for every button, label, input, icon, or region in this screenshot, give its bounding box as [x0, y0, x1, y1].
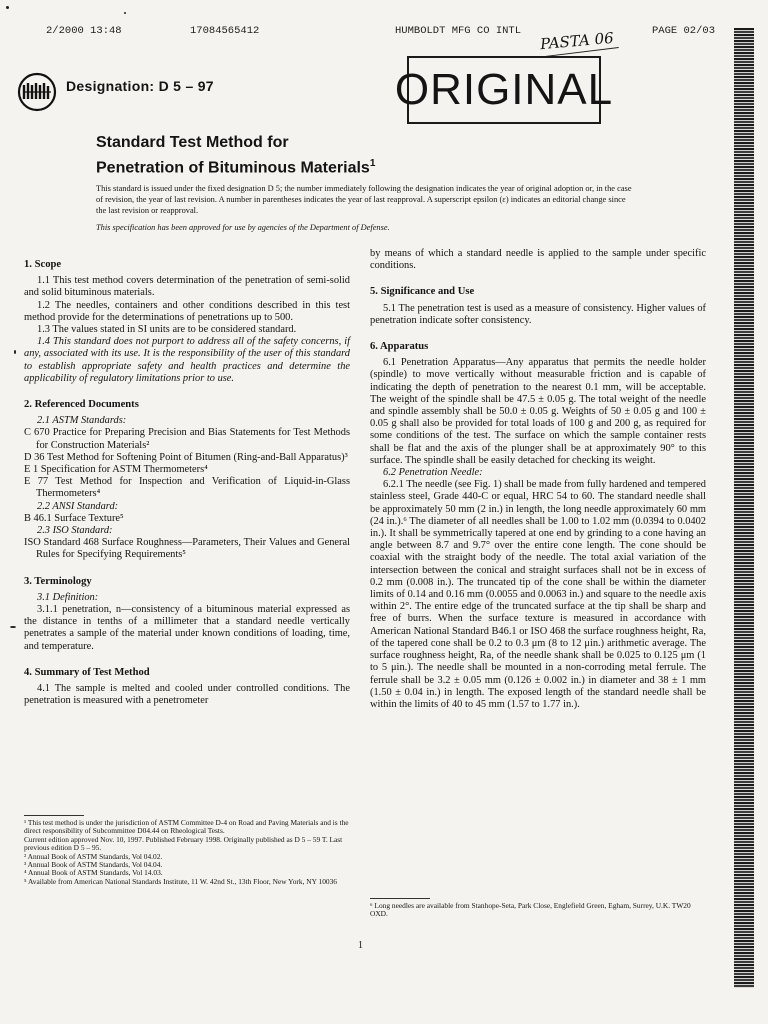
- original-stamp: ORIGINAL: [407, 56, 601, 124]
- scan-speck: [10, 626, 16, 628]
- footnote: ³ Annual Book of ASTM Standards, Vol 04.04.: [24, 860, 163, 870]
- paragraph: 3.1 Definition:: [37, 591, 99, 603]
- section-heading: 5. Significance and Use: [370, 286, 475, 298]
- paragraph: 5.1 The penetration test is used as a measure of consistency. Higher values of penetration indicate softer consistency.: [370, 302, 706, 326]
- section-heading: 4. Summary of Test Method: [24, 666, 150, 678]
- section-heading: 6. Apparatus: [370, 341, 429, 353]
- standard-notice: This standard is issued under the fixed designation D 5; the number immediately following the designation indicates the year of original adoption or, in the case of revision, the year of last revision. A number in parentheses indicates the year of last reapproval. A superscript epsilon (ε) indicates an editorial change since the last revision or reapproval.: [96, 184, 632, 215]
- paragraph: 2.1 ASTM Standards:: [37, 415, 127, 427]
- footnote-right: [370, 902, 710, 919]
- paragraph: 1.4 This standard does not purport to address all of the safety concerns, if any, associated with its use. It is the responsibility of the user of this standard to establish appropriate safety and health practices and determine the applicability of regulatory limitations prior to use.: [24, 336, 350, 384]
- paragraph: 1.2 The needles, containers and other conditions described in this test method provide for the determinations of penetrations up to 500.: [24, 299, 350, 323]
- footnotes-left: [24, 819, 354, 886]
- section-heading: 3. Terminology: [24, 575, 92, 587]
- right-column: [370, 248, 706, 711]
- approval-note: This specification has been approved for use by agencies of the Department of Defense.: [96, 223, 390, 232]
- handwritten-note: PASTA 06: [539, 28, 615, 54]
- page-number: 1: [358, 940, 363, 951]
- reference-item: E 1 Specification for ASTM Thermometers⁴: [24, 464, 208, 476]
- paragraph: 2.2 ANSI Standard:: [37, 500, 119, 512]
- paragraph: 2.3 ISO Standard:: [37, 525, 113, 537]
- reference-item: C 670 Practice for Preparing Precision and Bias Statements for Test Methods for Construction Materials²: [24, 427, 350, 451]
- reference-item: E 77 Test Method for Inspection and Verification of Liquid-in-Glass Thermometers⁴: [24, 476, 350, 500]
- reference-item: B 46.1 Surface Texture⁵: [24, 512, 124, 524]
- fax-datetime: 2/2000 13:48: [46, 25, 122, 37]
- fax-page: PAGE 02/03: [652, 25, 716, 37]
- reference-item: D 36 Test Method for Softening Point of Bitumen (Ring-and-Ball Apparatus)³: [24, 451, 348, 463]
- scan-speck: [124, 12, 126, 14]
- footnote: ⁵ Available from American National Standards Institute, 11 W. 42nd St., 13th Floor, New York, NY 10036: [24, 876, 337, 886]
- paragraph: 1.1 This test method covers determination of the penetration of semi-solid and solid bituminous materials.: [24, 275, 350, 299]
- footnote: ¹ This test method is under the jurisdiction of ASTM Committee D-4 on Road and Paving Materials and is the direct responsibility of Subcommittee D04.44 on Rheological Tests.: [24, 818, 349, 836]
- paragraph: 4.1 The sample is melted and cooled under controlled conditions. The penetration is measured with a penetrometer: [24, 683, 350, 707]
- paragraph: 1.3 The values stated in SI units are to be considered standard.: [37, 324, 297, 336]
- section-heading: 1. Scope: [24, 259, 62, 270]
- fax-sender: HUMBOLDT MFG CO INTL: [395, 25, 522, 37]
- footnote: ⁴ Annual Book of ASTM Standards, Vol 14.03.: [24, 868, 163, 878]
- footnote: ² Annual Book of ASTM Standards, Vol 04.02.: [24, 851, 163, 861]
- scan-edge-artifact: [734, 28, 754, 988]
- fax-phone: 17084565412: [190, 25, 260, 37]
- astm-logo-icon: [17, 72, 57, 112]
- designation: Designation: D 5 – 97: [66, 78, 214, 94]
- paragraph: 6.1 Penetration Apparatus—Any apparatus that permits the needle holder (spindle) to move vertically without measurable friction and is capable of indicating the depth of penetration to the nearest 0.1 mm, will be acceptable. The weight of the spindle shall be 47.5 ± 0.05 g. The total weight of the needle and spindle assembly shall be 50.0 ± 0.05 g. Weights of 50 ± 0.05 g and 100 ± 0.05 g shall also be provided for total loads of 100 g and 200 g, as required for some conditions of the test. The surface on which the sample container rests shall be flat and the axis of the plunger shall be at approximately 90° to this surface. The spindle shall be easily detached for checking its weight.: [370, 357, 706, 466]
- left-column: [24, 253, 350, 708]
- scan-speck: [6, 6, 9, 9]
- section-heading: 2. Referenced Documents: [24, 399, 139, 411]
- paragraph: by means of which a standard needle is applied to the sample under specific conditions.: [370, 248, 706, 272]
- footnote: ⁶ Long needles are available from Stanhope-Seta, Park Close, Englefield Green, Egham, Surrey, U.K. TW20 OXD.: [370, 901, 691, 919]
- title-line-1: Standard Test Method for: [96, 134, 289, 151]
- scan-speck: [14, 350, 16, 354]
- title-line-2: Penetration of Bituminous Materials$^1$: [96, 158, 376, 177]
- paragraph: 6.2 Penetration Needle:: [383, 467, 483, 479]
- document-title: [96, 132, 375, 178]
- paragraph: 3.1.1 penetration, n—consistency of a bituminous material expressed as the distance in tenths of a millimeter that a standard needle vertically penetrates a sample of the material under known conditions of loading, time, and temperature.: [24, 604, 350, 652]
- footnote: Current edition approved Nov. 10, 1997. Published February 1998. Originally published as D 5 – 59 T. Last previous edition D 5 – 95.: [24, 834, 343, 853]
- paragraph: 6.2.1 The needle (see Fig. 1) shall be made from fully hardened and tempered stainless steel, Grade 440-C or equal, HRC 54 to 60. The standard needle shall be approximately 50 mm (2 in.) in length, the long needle approximately 60 mm (24 in.).⁶ The diameter of all needles shall be 1.00 to 1.02 mm (0.0394 to 0.0402 in.). It shall be symmetrically tapered at one end by grinding to a cone having an angle between 8.7 and 9.7° over the entire cone length. The cone should be coaxial with the straight body of the needle. The total axial variation of the intersection between the conical and straight surfaces shall not be in excess of 0.2 mm (0.008 in.). The truncated tip of the cone shall be within the diameter limits of 0.14 and 0.16 mm (0.0055 and 0.0063 in.) and square to the needle axis within 2°. The entire edge of the truncated surface at the tip shall be sharp and free of burrs. When the surface texture is measured in accordance with American National Standard B46.1 or ISO 468 the surface roughness height, Ra, of the tapered cone shall be 0.2 to 0.3 μm (8 to 12 μin.) arithmetic average. The surface roughness height, Ra, of the needle shank shall be 0.025 to 0.125 μm (1 to 5 μin.). The needle shall be mounted in a non-corroding metal ferrule. The ferrule shall be 3.2 ± 0.05 mm (0.126 ± 0.002 in.) in diameter and 38 ± 1 mm (1.50 ± 0.04 in.) in length. The exposed length of the standard needle shall be within the limits of 40 to 45 mm (1.57 to 1.77 in.).: [370, 479, 706, 710]
- reference-item: ISO Standard 468 Surface Roughness—Parameters, Their Values and General Rules for Specifying Requirements⁵: [24, 537, 350, 561]
